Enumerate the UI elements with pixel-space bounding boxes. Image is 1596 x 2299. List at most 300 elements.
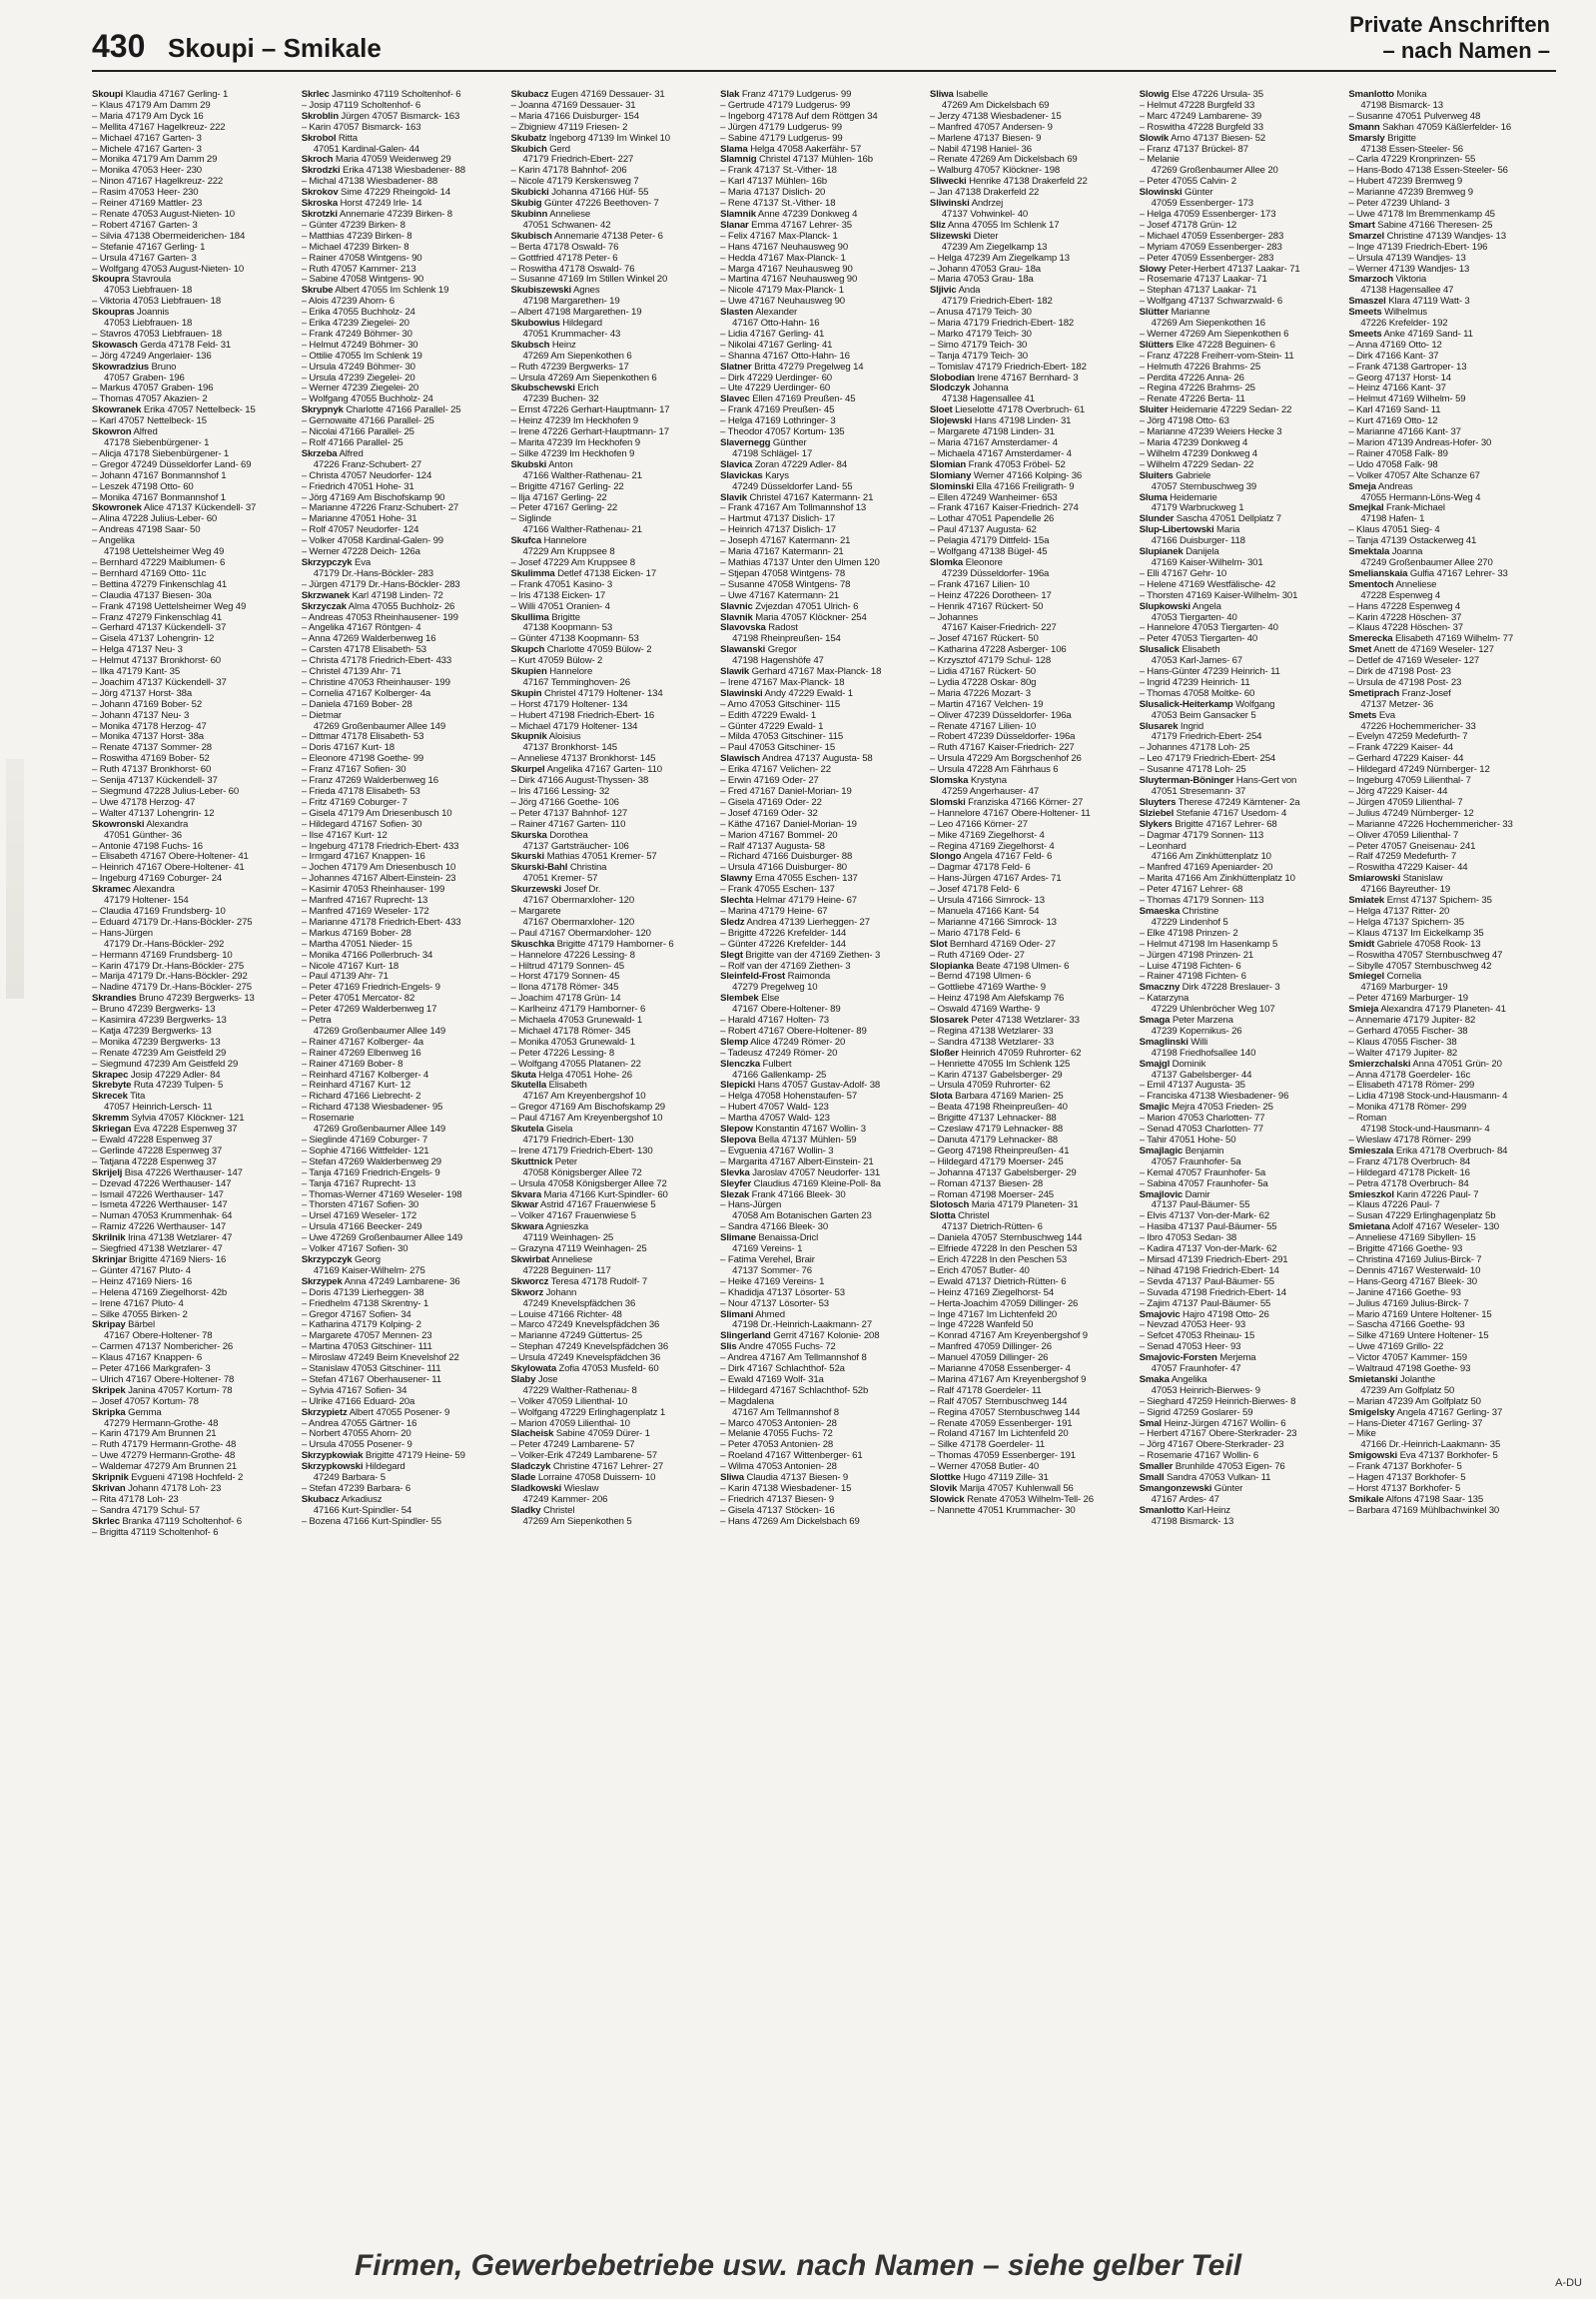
directory-entry — [1140, 896, 1341, 907]
directory-entry — [930, 1440, 1132, 1451]
entry-details: Christel 47167 Katermann- 21 — [749, 492, 874, 503]
directory-entry — [302, 765, 503, 776]
directory-entry — [1140, 352, 1341, 363]
entry-surname: Smaszel — [1348, 297, 1386, 308]
entry-details: – Henrik 47167 Rückert- 50 — [929, 601, 1044, 612]
entry-details: – Klaus 47137 Im Eickelkamp 35 — [1348, 928, 1484, 939]
entry-details: – Margarita 47167 Albert-Einstein- 21 — [720, 1156, 874, 1167]
entry-details: – Brigitte 47137 Lehnacker- 88 — [929, 1114, 1057, 1125]
entry-details: Teresa 47178 Rudolf- 7 — [550, 1276, 648, 1287]
entry-details: – Janine 47166 Goethe- 93 — [1348, 1287, 1461, 1298]
entry-details: 47249 Großenbaumer Allee 270 — [1360, 557, 1493, 568]
entry-details: – Susanne 47058 Wintgens- 78 — [720, 579, 851, 590]
directory-entry — [302, 722, 503, 733]
directory-entry — [1140, 243, 1341, 254]
entry-surname: Slot — [929, 939, 948, 950]
entry-details: – Gerhard 47137 Kückendell- 37 — [92, 623, 227, 634]
entry-details: – Mike — [1348, 1429, 1376, 1440]
directory-entry — [92, 308, 294, 319]
entry-details: – Hannelore 47167 Obere-Holtener- 11 — [929, 808, 1091, 819]
entry-details: – Horst 47179 Holtener- 134 — [510, 699, 628, 710]
entry-details: – Eleonore 47198 Goethe- 99 — [301, 754, 424, 765]
directory-entry — [92, 711, 294, 722]
entry-details: – Ursula 47167 Garten- 3 — [92, 253, 197, 264]
entry-surname: Skulimma — [510, 568, 555, 579]
entry-details: 47179 Warbruckweg 1 — [1151, 503, 1244, 514]
entry-details: – Franz 47269 Walderbenweg 16 — [301, 776, 438, 787]
entry-details: – Günter 47138 Koopmann- 53 — [510, 634, 639, 645]
entry-details: Anna 47249 Lambarene- 36 — [344, 1276, 460, 1287]
directory-entry — [930, 123, 1132, 134]
entry-details: – Jürgen 47059 Lilienthal- 7 — [1348, 797, 1463, 808]
entry-details: Sime 47229 Rheingold- 14 — [341, 188, 451, 199]
directory-entry — [1348, 1495, 1550, 1506]
directory-entry — [1348, 1038, 1550, 1049]
directory-entry — [92, 1440, 294, 1451]
directory-entry — [1140, 134, 1341, 145]
entry-details: – Susan 47229 Erlinghagenplatz 5b — [1348, 1211, 1496, 1222]
entry-details: – Richard 47138 Wiesbadener- 95 — [301, 1103, 443, 1114]
directory-entry — [510, 1277, 712, 1288]
directory-entry — [302, 689, 503, 700]
entry-details: – Ursula 47228 Am Fährhaus 6 — [929, 765, 1059, 776]
entry-details: – Dzevad 47226 Werthauser- 147 — [92, 1178, 232, 1189]
entry-details: – Christel 47139 Ahr- 71 — [301, 667, 401, 678]
entry-details: – Evguenia 47167 Wollin- 3 — [720, 1146, 834, 1156]
directory-entry — [720, 1495, 922, 1506]
directory-entry — [302, 188, 503, 199]
entry-details: Jolanthe — [1400, 1374, 1436, 1385]
entry-details: 47239 Kopernikus- 26 — [1151, 1026, 1242, 1037]
directory-entry — [1348, 254, 1550, 265]
directory-entry — [92, 330, 294, 341]
directory-entry — [510, 776, 712, 787]
directory-entry — [302, 863, 503, 874]
entry-details: – Klaus 47055 Fischer- 38 — [1348, 1037, 1457, 1048]
directory-entry — [510, 155, 712, 166]
directory-entry — [1140, 645, 1341, 656]
directory-entry — [302, 123, 503, 134]
entry-surname: Smiarowski — [1348, 874, 1401, 885]
entry-details: – Roland 47167 Im Lichtenfeld 20 — [929, 1429, 1069, 1440]
entry-details: Gulfia 47167 Lehrer- 33 — [1409, 568, 1508, 579]
entry-surname: Slemp — [720, 1037, 749, 1048]
entry-surname: Slütters — [1139, 340, 1175, 351]
entry-details: – Ingrid 47239 Heinrich- 11 — [1139, 677, 1250, 688]
directory-entry — [1140, 983, 1341, 994]
directory-entry — [92, 1125, 294, 1136]
entry-details: Krystyna — [970, 776, 1007, 787]
entry-surname: Skrlec — [92, 1516, 120, 1527]
entry-surname: Slykers — [1139, 819, 1173, 830]
entry-details: – Jürgen 47179 Dr.-Hans-Böckler- 283 — [301, 579, 460, 590]
directory-entry — [1140, 831, 1341, 842]
entry-surname: Slavnik — [720, 612, 753, 623]
directory-entry — [720, 265, 922, 276]
directory-entry — [930, 405, 1132, 416]
entry-surname: Skrube — [301, 286, 334, 297]
directory-entry — [92, 1200, 294, 1211]
entry-surname: Smietanski — [1348, 1374, 1398, 1385]
entry-surname: Skrzypkowski — [301, 1462, 364, 1473]
directory-entry — [1140, 580, 1341, 591]
entry-details: – Willi 47051 Oranien- 4 — [510, 601, 610, 612]
entry-details: – Melanie — [1139, 155, 1180, 166]
directory-entry — [1348, 765, 1550, 776]
entry-details: 47269 Am Dickelsbach 69 — [941, 100, 1050, 111]
entry-details: – Renate 47167 Lilien- 10 — [929, 721, 1037, 732]
entry-details: – Elke 47198 Prinzen- 2 — [1139, 928, 1238, 939]
directory-entry — [1140, 1027, 1341, 1038]
directory-entry — [930, 1005, 1132, 1016]
directory-entry — [1348, 656, 1550, 667]
entry-details: 47226 Franz-Schubert- 27 — [313, 459, 422, 470]
directory-entry — [1348, 1157, 1550, 1168]
directory-entry — [1348, 569, 1550, 580]
entry-details: – Anna 47178 Goerdeler- 16c — [1348, 1070, 1471, 1081]
directory-entry — [1348, 394, 1550, 405]
directory-entry — [930, 1190, 1132, 1201]
entry-details: – Iris 47166 Lessing- 32 — [510, 787, 610, 797]
directory-entry — [92, 1506, 294, 1517]
directory-entry — [720, 427, 922, 438]
entry-surname: Smarzel — [1348, 231, 1385, 242]
entry-details: – Marija 47179 Dr.-Hans-Böckler- 292 — [92, 972, 248, 983]
entry-surname: Skroblin — [301, 111, 339, 122]
entry-details: – Angelika 47167 Röntgen- 4 — [301, 623, 421, 634]
entry-details: – Mathias 47137 Unter den Ulmen 120 — [720, 557, 880, 568]
directory-entry — [930, 1320, 1132, 1331]
directory-entry — [930, 569, 1132, 580]
directory-entry — [1140, 1473, 1341, 1484]
entry-details: – Konrad 47167 Am Kreyenbergshof 9 — [929, 1331, 1088, 1342]
directory-entry — [92, 1114, 294, 1125]
entry-details: – Walburg 47057 Klöckner- 198 — [929, 166, 1061, 177]
directory-entry — [1348, 1397, 1550, 1408]
directory-entry — [510, 569, 712, 580]
entry-details: Lorraine 47058 Duissern- 10 — [537, 1473, 656, 1484]
entry-details: 47059 Essenberger- 173 — [1151, 199, 1253, 210]
directory-entry — [510, 514, 712, 525]
directory-entry — [720, 438, 922, 449]
entry-details: – Victor 47057 Kammer- 159 — [1348, 1353, 1467, 1364]
entry-details: – Peter 47053 Antonien- 28 — [720, 1440, 834, 1451]
entry-details: Andy 47229 Ewald- 1 — [764, 688, 853, 699]
entry-details: Alma 47055 Buchholz- 26 — [348, 601, 455, 612]
entry-surname: Sloßer — [929, 1048, 959, 1059]
entry-details: Eva — [1378, 710, 1395, 721]
directory-entry — [720, 514, 922, 525]
directory-entry — [1140, 1299, 1341, 1310]
entry-details: – Tanja 47167 Ruprecht- 13 — [301, 1178, 416, 1189]
entry-details: – Ursula 47139 Wandjes- 13 — [1348, 253, 1466, 264]
entry-details: – Kurt 47169 Otto- 12 — [1348, 416, 1438, 427]
entry-details: – Michael 47167 Garten- 3 — [92, 133, 202, 144]
entry-details: – Ursula 47058 Königsberger Allee 72 — [510, 1178, 667, 1189]
directory-entry — [510, 1310, 712, 1321]
entry-details: – Gerhard 47055 Fischer- 38 — [1348, 1026, 1468, 1037]
entry-details: – Volker 47058 Kardinal-Galen- 99 — [301, 536, 443, 547]
entry-details: – Udo 47058 Falk- 98 — [1348, 459, 1438, 470]
directory-entry — [510, 929, 712, 940]
entry-details: – Erika 47239 Ziegelei- 20 — [301, 319, 409, 330]
directory-entry — [1140, 591, 1341, 602]
entry-details: – Gertrude 47179 Ludgerus- 99 — [720, 100, 851, 111]
directory-entry — [1348, 1364, 1550, 1375]
entry-details: – Marianne 47239 Weiers Hecke 3 — [1139, 427, 1282, 438]
directory-entry — [1348, 438, 1550, 449]
entry-details: – Renate 47226 Berta- 11 — [1139, 394, 1245, 405]
entry-details: Raimonda — [787, 972, 831, 983]
entry-details: – Frank 47167 Am Tollmannshof 13 — [720, 503, 867, 514]
directory-entry — [92, 580, 294, 591]
directory-entry — [92, 1179, 294, 1190]
directory-entry — [930, 885, 1132, 896]
directory-entry — [302, 1495, 503, 1506]
entry-details: – Bernhard 47229 Maiblumen- 6 — [92, 557, 226, 568]
directory-entry — [930, 831, 1132, 842]
directory-entry — [1140, 1288, 1341, 1299]
entry-details: – Erika 47055 Buchholz- 24 — [301, 308, 415, 319]
entry-surname: Sluyters — [1139, 797, 1177, 808]
entry-details: – Manfred 47059 Dillinger- 26 — [929, 1342, 1052, 1353]
directory-entry — [1140, 265, 1341, 276]
directory-entry — [92, 1299, 294, 1310]
entry-details: Eugen 47169 Dessauer- 31 — [550, 90, 665, 100]
entry-details: – Reinhard 47167 Kolberger- 4 — [301, 1070, 429, 1081]
footer-banner: Firmen, Gewerbebetriebe usw. nach Namen – siehe gelber Teil — [354, 2249, 1242, 2282]
directory-entry — [1348, 1168, 1550, 1179]
entry-details: – Karin 47057 Bismarck- 163 — [301, 122, 421, 133]
entry-details: 47198 Margarethen- 19 — [522, 297, 620, 308]
entry-details: – Hans-Dieter 47167 Gerling- 37 — [1348, 1418, 1483, 1429]
entry-surname: Sliwinski — [929, 199, 970, 210]
directory-entry — [302, 427, 503, 438]
directory-entry — [1140, 1331, 1341, 1342]
entry-details: – Inge 47139 Friedrich-Ebert- 196 — [1348, 242, 1488, 253]
directory-entry — [930, 743, 1132, 754]
entry-details: Christine 47139 Wandjes- 13 — [1386, 231, 1506, 242]
directory-entry — [510, 1016, 712, 1027]
entry-details: – Margarete 47198 Linden- 31 — [929, 427, 1055, 438]
entry-details: 47179 Dr.-Hans-Böckler- 292 — [104, 939, 225, 950]
directory-entry — [510, 286, 712, 297]
entry-surname: Slawny — [720, 874, 753, 885]
directory-entry — [1348, 1125, 1550, 1136]
entry-details: – Julius 47169 Julius-Birck- 7 — [1348, 1298, 1469, 1309]
entry-surname: Skuta — [510, 1070, 536, 1081]
entry-details: – Nicole 47167 Kurt- 18 — [301, 961, 399, 972]
entry-details: 47166 Gallenkamp- 25 — [732, 1070, 827, 1081]
entry-details: Renate 47053 Wilhelm-Tell- 26 — [967, 1494, 1094, 1505]
directory-entry — [1348, 1027, 1550, 1038]
directory-entry — [510, 1429, 712, 1440]
directory-entry — [302, 1310, 503, 1321]
directory-entry — [1348, 1386, 1550, 1397]
directory-entry — [930, 1364, 1132, 1375]
entry-details: – Helga 47059 Essenberger- 173 — [1139, 209, 1276, 220]
entry-details: – Michael 47178 Römer- 345 — [510, 1026, 631, 1037]
entry-details: – Zajim 47137 Paul-Bäumer- 55 — [1139, 1298, 1271, 1309]
entry-details: – Ursula 47166 Simrock- 13 — [929, 896, 1045, 907]
entry-details: 47249 Kammer- 206 — [522, 1494, 608, 1505]
entry-details: 47051 Krummacher- 43 — [522, 329, 621, 340]
entry-surname: Slembek — [720, 994, 759, 1005]
directory-entry — [1348, 863, 1550, 874]
directory-entry — [510, 591, 712, 602]
entry-details: – Sevda 47137 Paul-Bäumer- 55 — [1139, 1276, 1274, 1287]
directory-entry — [1348, 623, 1550, 634]
directory-entry — [302, 1147, 503, 1157]
entry-details: – Frank 47051 Kasino- 3 — [510, 579, 613, 590]
entry-details: – Silke 47178 Goerdeler- 11 — [929, 1440, 1046, 1451]
entry-details: – Frank 47137 Borkhofer- 5 — [1348, 1462, 1462, 1473]
directory-entry — [1348, 482, 1550, 493]
directory-entry — [930, 1288, 1132, 1299]
directory-entry — [510, 1331, 712, 1342]
directory-column — [510, 90, 712, 2235]
entry-details: 47179 Holtener- 154 — [104, 896, 189, 907]
entry-surname: Slatner — [720, 362, 752, 373]
entry-details: Klara 47119 Watt- 3 — [1388, 297, 1470, 308]
entry-details: Gerhard 47167 Max-Planck- 18 — [751, 667, 882, 678]
entry-details: – Georg 47137 Horst- 14 — [1348, 373, 1451, 383]
entry-details: Erika 47138 Wiesbadener- 88 — [343, 166, 465, 177]
entry-details: Merjema — [1219, 1353, 1256, 1364]
entry-details: 47057 Graben- 196 — [104, 373, 185, 383]
directory-entry — [510, 188, 712, 199]
entry-details: – Hans-Jürgen — [720, 1200, 782, 1211]
directory-entry — [1348, 547, 1550, 558]
entry-details: – Iris 47138 Eicken- 17 — [510, 590, 606, 601]
entry-surname: Slomski — [929, 797, 966, 808]
directory-entry — [1140, 1038, 1341, 1049]
directory-entry — [1140, 308, 1341, 319]
directory-entry — [930, 449, 1132, 460]
directory-entry — [510, 1495, 712, 1506]
directory-entry — [1140, 1386, 1341, 1397]
directory-entry — [302, 1342, 503, 1353]
directory-entry — [930, 711, 1132, 722]
directory-entry — [930, 1266, 1132, 1277]
entry-details: – Werner 47139 Wandjes- 13 — [1348, 264, 1470, 275]
entry-details: – Volker-Erik 47249 Lambarene- 57 — [510, 1451, 657, 1462]
entry-details: – Melanie 47055 Fuchs- 72 — [720, 1429, 833, 1440]
entry-surname: Skutella — [510, 1081, 547, 1092]
entry-details: – Evelyn 47259 Medefurth- 7 — [1348, 732, 1468, 743]
directory-entry — [510, 405, 712, 416]
directory-entry — [930, 427, 1132, 438]
entry-details: Heinz-Jürgen 47167 Wollin- 6 — [1164, 1418, 1286, 1429]
entry-details: Bärbel — [128, 1320, 155, 1331]
directory-entry — [930, 1244, 1132, 1255]
entry-details: – Siegmund 47228 Julius-Leber- 60 — [92, 787, 240, 797]
entry-details: Jose — [537, 1374, 558, 1385]
directory-entry — [510, 1299, 712, 1310]
directory-entry — [510, 798, 712, 809]
directory-entry — [510, 580, 712, 591]
entry-details: Dorothea — [549, 830, 588, 841]
directory-entry — [720, 134, 922, 145]
directory-entry — [92, 852, 294, 863]
directory-entry — [1348, 1081, 1550, 1092]
entry-details: – Gottfried 47178 Peter- 6 — [510, 253, 618, 264]
entry-surname: Skrijelj — [92, 1167, 123, 1178]
entry-details: – Nicole 47179 Max-Planck- 1 — [720, 286, 844, 297]
directory-entry — [930, 221, 1132, 232]
directory-entry — [510, 352, 712, 363]
directory-entry — [930, 940, 1132, 951]
directory-entry — [720, 569, 922, 580]
directory-entry — [930, 602, 1132, 613]
entry-details: – Helmut 47198 Im Hasenkamp 5 — [1139, 939, 1278, 950]
entry-details: 47269 Am Siepenkothen 6 — [522, 351, 632, 362]
directory-entry — [510, 634, 712, 645]
entry-details: – Ismail 47226 Werthauser- 147 — [92, 1189, 224, 1200]
directory-entry — [1348, 449, 1550, 460]
directory-entry — [930, 1092, 1132, 1103]
entry-details: – Jörg 47167 Obere-Sterkrader- 23 — [1139, 1440, 1284, 1451]
entry-surname: Skwara — [510, 1222, 544, 1233]
directory-entry — [720, 1517, 922, 1528]
entry-details: – Bernhard 47169 Otto- 11c — [92, 568, 207, 579]
directory-entry — [510, 1071, 712, 1082]
entry-details: – Thorsten 47167 Sofien- 30 — [301, 1200, 419, 1211]
entry-details: – Jürgen 47198 Prinzen- 21 — [1139, 950, 1254, 961]
directory-entry — [510, 90, 712, 101]
directory-entry — [302, 341, 503, 352]
entry-details: – Rosemarie 47137 Laakar- 71 — [1139, 275, 1267, 286]
directory-entry — [92, 929, 294, 940]
directory-entry — [1348, 1200, 1550, 1211]
directory-entry — [930, 482, 1132, 493]
entry-details: Brigitte 47167 Lehrer- 68 — [1175, 819, 1277, 830]
directory-entry — [930, 776, 1132, 787]
directory-entry — [302, 221, 503, 232]
entry-details: – Emil 47137 Augusta- 35 — [1139, 1081, 1245, 1092]
entry-details: – Brigitte 47167 Gerling- 22 — [510, 481, 624, 492]
entry-details: – Silke 47239 Im Heckhofen 9 — [510, 448, 635, 459]
entry-details: – Karin 47178 Bahnhof- 206 — [510, 166, 627, 177]
entry-surname: Skroch — [301, 155, 334, 166]
directory-entry — [1140, 1310, 1341, 1321]
directory-entry — [302, 907, 503, 918]
directory-entry — [930, 493, 1132, 504]
entry-details: – Thomas 47058 Moltke- 60 — [1139, 688, 1255, 699]
entry-details: – Karlheinz 47179 Hamborner- 6 — [510, 1005, 646, 1016]
directory-entry — [510, 907, 712, 918]
entry-surname: Smajovic — [1139, 1309, 1181, 1320]
directory-entry — [720, 1266, 922, 1277]
directory-entry — [720, 1299, 922, 1310]
entry-details: 47137 Vohwinkel- 40 — [941, 209, 1029, 220]
entry-details: – Myriam 47059 Essenberger- 283 — [1139, 242, 1282, 253]
entry-details: – Manfred 47057 Andersen- 9 — [929, 122, 1053, 133]
entry-surname: Sluiter — [1139, 405, 1169, 416]
entry-surname: Smektala — [1348, 547, 1390, 558]
entry-surname: Slepicki — [720, 1081, 756, 1092]
entry-details: Klaudia 47167 Gerling- 1 — [125, 90, 229, 100]
entry-details: – Thomas 47057 Akazien- 2 — [92, 394, 208, 405]
directory-entry — [930, 1222, 1132, 1233]
entry-surname: Slavernegg — [720, 438, 771, 448]
entry-details: – Lydia 47228 Oskar- 80g — [929, 677, 1037, 688]
directory-entry — [1140, 330, 1341, 341]
directory-entry — [720, 754, 922, 765]
entry-details: – Hans 47269 Am Dickelsbach 69 — [720, 1516, 860, 1527]
entry-details: Christel — [958, 1211, 990, 1222]
corner-mark: A-DU — [1555, 2277, 1582, 2289]
